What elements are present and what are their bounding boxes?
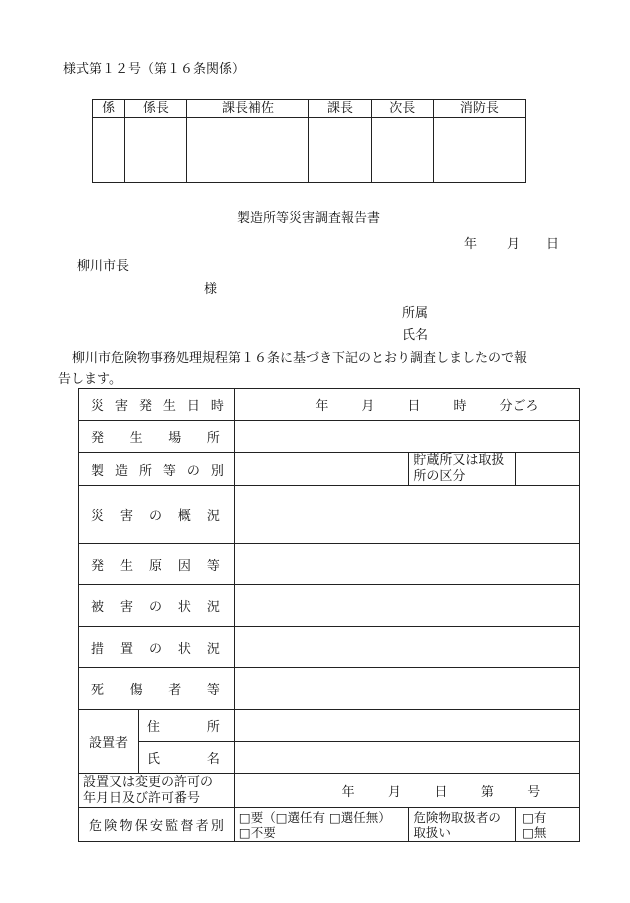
overview-label-cell: 災 害 の 概 況 bbox=[79, 486, 235, 544]
supervisor-label-cell: 危 険 物 保 安 監 督 者 別 bbox=[79, 808, 235, 842]
honorific: 様 bbox=[204, 282, 218, 297]
intro-text-line2: 告します。 bbox=[58, 372, 122, 387]
datetime-hour: 時 bbox=[453, 399, 467, 414]
report-table bbox=[78, 388, 580, 842]
handler-label-line2: 取扱い bbox=[413, 824, 451, 840]
damage-label-cell: 被 害 の 状 況 bbox=[79, 585, 235, 627]
approval-header: 消防長 bbox=[433, 100, 525, 118]
permit-number-suffix: 号 bbox=[527, 785, 541, 800]
permit-label-line1: 設置又は変更の許可の bbox=[83, 774, 214, 790]
type-label-cell: 製 造 所 等 の 別 bbox=[79, 453, 235, 486]
approval-header: 次長 bbox=[371, 100, 433, 118]
installer-label: 設置者 bbox=[79, 710, 139, 774]
supervisor-not-required-option[interactable]: □不要 bbox=[238, 824, 276, 840]
datetime-value-cell[interactable] bbox=[234, 389, 579, 421]
approval-stamp-box[interactable] bbox=[125, 118, 187, 183]
approval-header: 課長補佐 bbox=[187, 100, 309, 118]
handler-yes-checkbox[interactable]: □有 bbox=[522, 809, 547, 825]
datetime-year: 年 bbox=[315, 399, 329, 414]
permit-label-line2: 年月日及び許可番号 bbox=[83, 790, 201, 806]
intro-text-line1: 柳川市危険物事務処理規程第１６条に基づき下記のとおり調査しましたので報 bbox=[72, 351, 528, 366]
installer-address-value[interactable] bbox=[234, 710, 579, 742]
type-value-cell[interactable] bbox=[234, 453, 409, 486]
form-number: 様式第１２号（第１６条関係） bbox=[63, 62, 246, 77]
affiliation-label: 所属 bbox=[402, 306, 429, 321]
casualties-label-cell: 死 傷 者 等 bbox=[79, 668, 235, 710]
handler-label-line1: 危険物取扱者の bbox=[413, 809, 501, 825]
casualties-value-cell[interactable] bbox=[234, 668, 579, 710]
storage-label-line1: 貯蔵所又は取扱 bbox=[413, 453, 505, 468]
approval-header: 係 bbox=[93, 100, 125, 118]
approval-stamp-box[interactable] bbox=[433, 118, 525, 183]
damage-value-cell[interactable] bbox=[234, 585, 579, 627]
supervisor-required-option[interactable]: □要（□選任有 □選任無） bbox=[238, 809, 391, 825]
datetime-label: 災 害 発 生 日 時 bbox=[91, 399, 224, 414]
approval-header: 課長 bbox=[309, 100, 371, 118]
datetime-minute: 分ごろ bbox=[499, 399, 539, 414]
date-day: 日 bbox=[546, 237, 560, 252]
location-label-cell: 発 生 場 所 bbox=[79, 421, 235, 453]
approval-stamp-box[interactable] bbox=[93, 118, 125, 183]
cause-label-cell: 発 生 原 因 等 bbox=[79, 544, 235, 585]
approval-stamp-box[interactable] bbox=[371, 118, 433, 183]
cause-value-cell[interactable] bbox=[234, 544, 579, 585]
datetime-month: 月 bbox=[361, 399, 375, 414]
permit-month: 月 bbox=[388, 785, 402, 800]
storage-label-line2: 所の区分 bbox=[413, 469, 466, 484]
measures-label-cell: 措 置 の 状 況 bbox=[79, 627, 235, 668]
approval-stamp-box[interactable] bbox=[187, 118, 309, 183]
permit-year: 年 bbox=[341, 785, 355, 800]
name-label: 氏名 bbox=[402, 328, 429, 343]
datetime-label-cell bbox=[79, 389, 235, 421]
measures-value-cell[interactable] bbox=[234, 627, 579, 668]
supervisor-options-cell bbox=[234, 808, 409, 842]
date-year: 年 bbox=[464, 237, 478, 252]
date-month: 月 bbox=[507, 237, 521, 252]
approval-stamp-table bbox=[92, 99, 526, 183]
handler-no-checkbox[interactable]: □無 bbox=[522, 824, 547, 840]
storage-value-cell[interactable] bbox=[516, 453, 580, 486]
datetime-day: 日 bbox=[407, 399, 421, 414]
approval-stamp-box[interactable] bbox=[309, 118, 371, 183]
addressee: 柳川市長 bbox=[77, 259, 130, 274]
handler-options-cell bbox=[516, 808, 580, 842]
permit-number-prefix: 第 bbox=[480, 785, 494, 800]
permit-day: 日 bbox=[434, 785, 448, 800]
installer-name-label-cell: 氏 名 bbox=[138, 742, 234, 774]
approval-header: 係長 bbox=[125, 100, 187, 118]
permit-label-cell bbox=[79, 774, 235, 808]
permit-value-cell[interactable] bbox=[234, 774, 579, 808]
overview-value-cell[interactable] bbox=[234, 486, 579, 544]
installer-name-value[interactable] bbox=[234, 742, 579, 774]
document-title: 製造所等災害調査報告書 bbox=[237, 211, 381, 226]
installer-address-label-cell: 住 所 bbox=[138, 710, 234, 742]
location-value-cell[interactable] bbox=[234, 421, 579, 453]
storage-label-cell bbox=[409, 453, 516, 486]
handler-label-cell bbox=[409, 808, 516, 842]
